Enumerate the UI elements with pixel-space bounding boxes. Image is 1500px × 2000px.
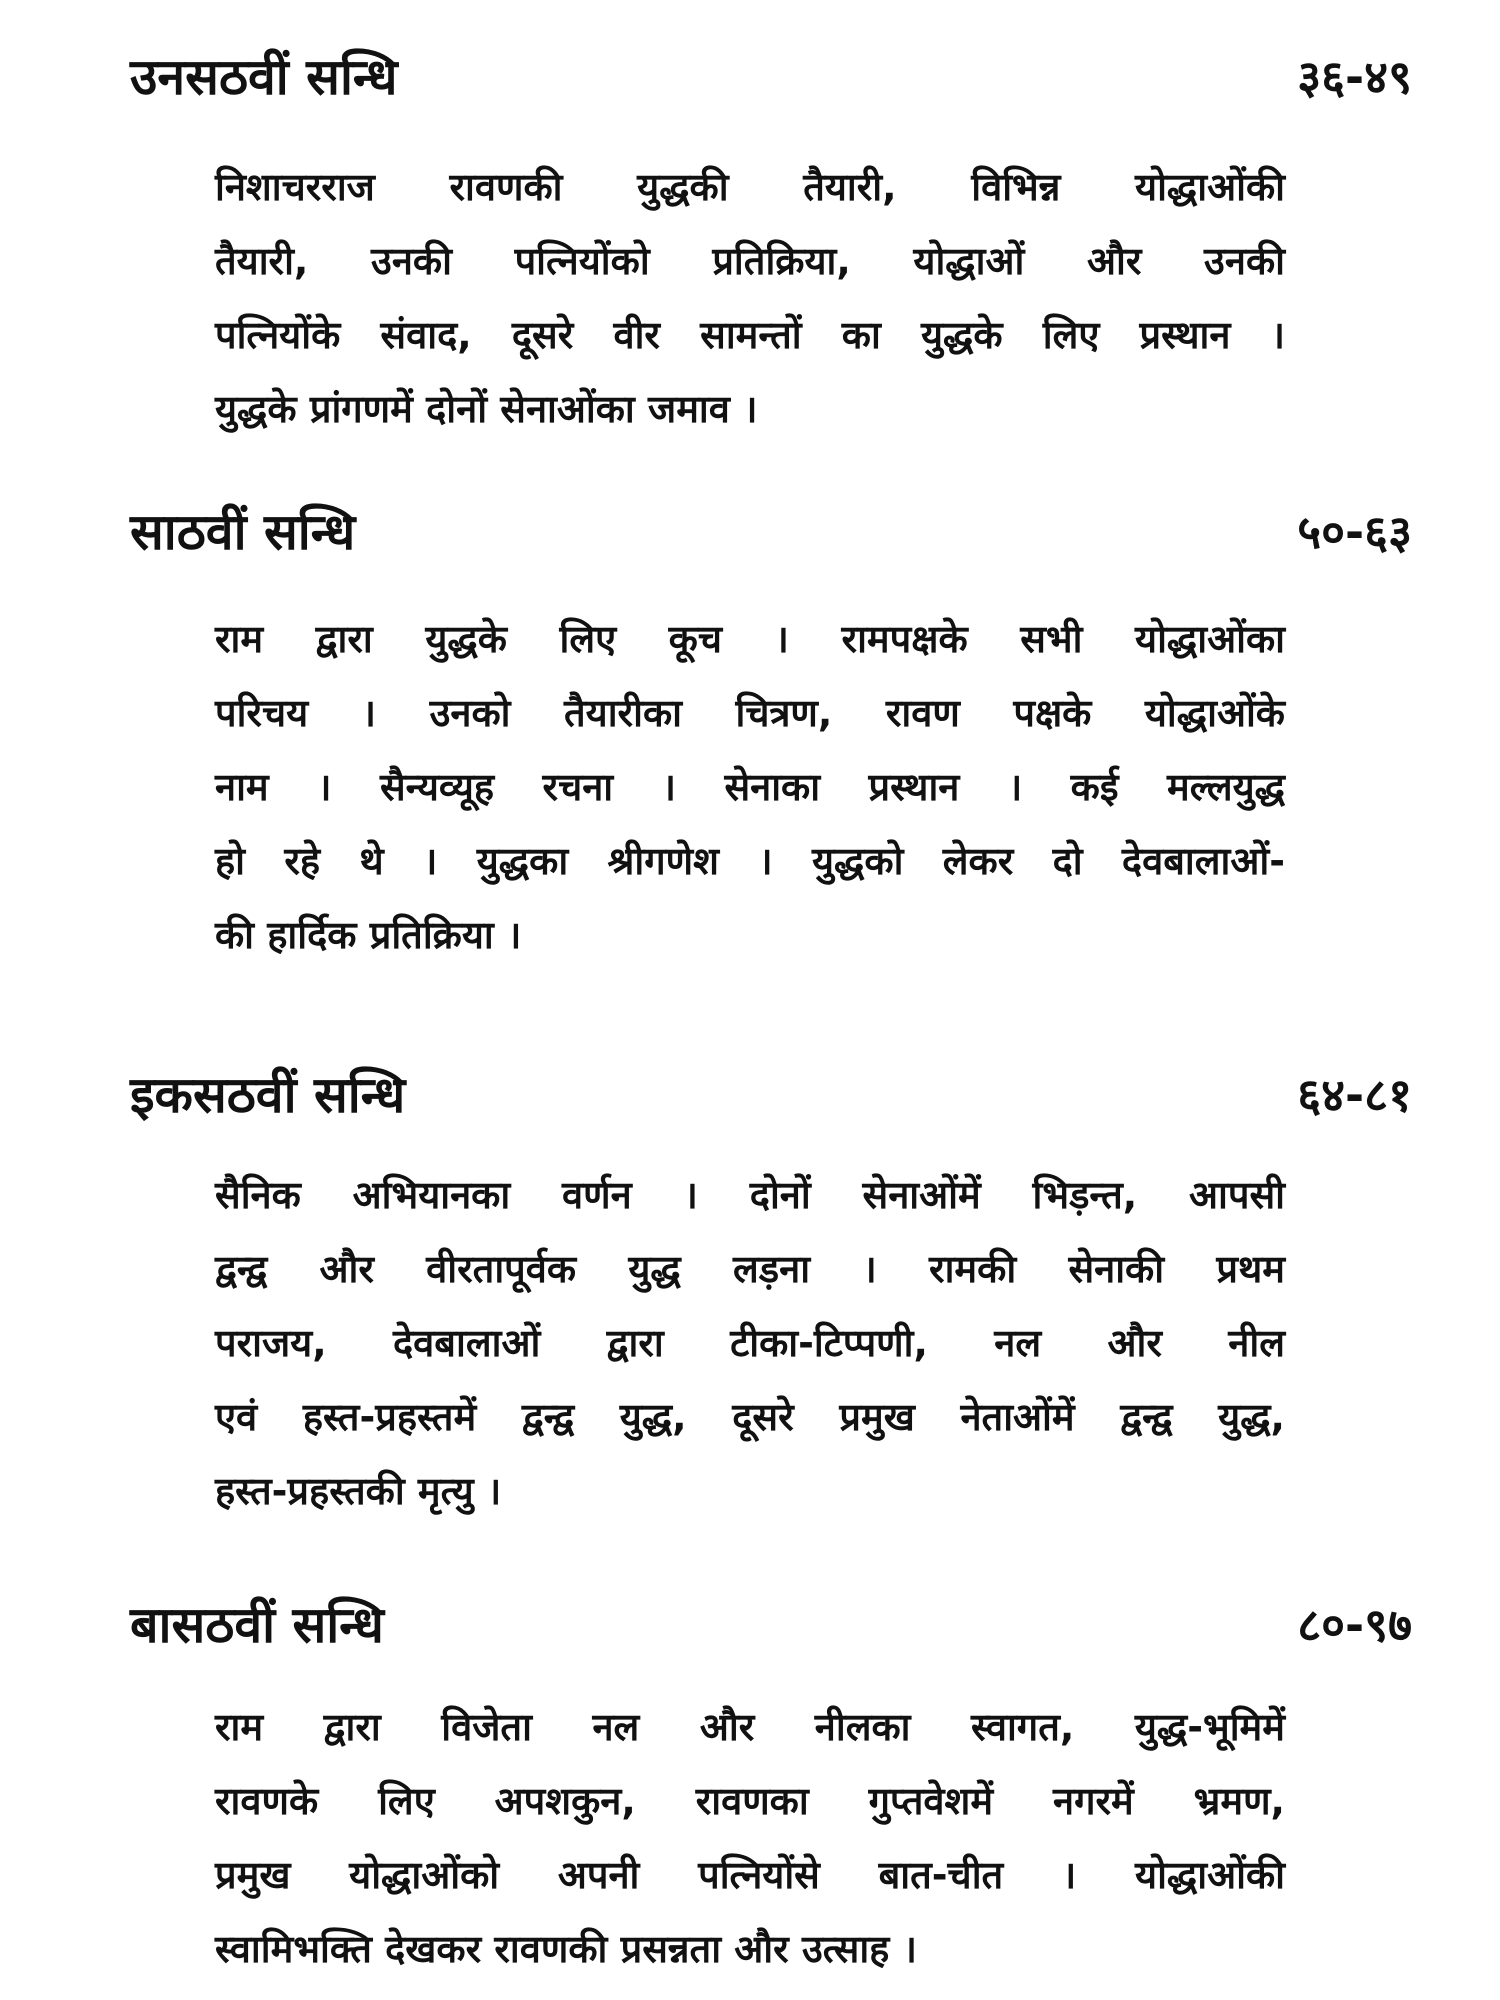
sandhi-summary bbox=[215, 150, 1285, 446]
summary-line: हस्त-प्रहस्तकी मृत्यु । bbox=[215, 1469, 502, 1513]
summary-line: पत्नियोंके संवाद, दूसरे वीर सामन्तों का युद्धके लिए प्रस्थान । bbox=[215, 313, 1285, 357]
sandhi-title: उनसठवीं सन्धि bbox=[130, 48, 398, 106]
sandhi-title: बासठवीं सन्धि bbox=[130, 1596, 384, 1654]
page-range: ८०-९७ bbox=[1297, 1598, 1412, 1652]
sandhi-summary bbox=[215, 602, 1285, 972]
summary-line: राम द्वारा विजेता नल और नीलका स्वागत, युद्ध-भूमिमें bbox=[215, 1705, 1285, 1749]
sandhi-title: इकसठवीं सन्धि bbox=[130, 1066, 406, 1124]
sandhi-summary bbox=[215, 1690, 1285, 1986]
summary-line: पराजय, देवबालाओं द्वारा टीका-टिप्पणी, नल और नील bbox=[215, 1321, 1285, 1365]
summary-line: राम द्वारा युद्धके लिए कूच । रामपक्षके सभी योद्धाओंका bbox=[215, 617, 1285, 661]
summary-line: एवं हस्त-प्रहस्तमें द्वन्द्व युद्ध, दूसरे प्रमुख नेताओंमें द्वन्द्व युद्ध, bbox=[215, 1395, 1285, 1439]
summary-line: तैयारी, उनकी पत्नियोंको प्रतिक्रिया, योद्धाओं और उनकी bbox=[215, 239, 1285, 283]
summary-line: परिचय । उनको तैयारीका चित्रण, रावण पक्षके योद्धाओंके bbox=[215, 691, 1285, 735]
summary-line: सैनिक अभियानका वर्णन । दोनों सेनाओंमें भिड़न्त, आपसी bbox=[215, 1173, 1285, 1217]
summary-line: युद्धके प्रांगणमें दोनों सेनाओंका जमाव । bbox=[215, 387, 758, 431]
summary-line: नाम । सैन्यव्यूह रचना । सेनाका प्रस्थान । कई मल्लयुद्ध bbox=[215, 765, 1285, 809]
summary-line: द्वन्द्व और वीरतापूर्वक युद्ध लड़ना । रामकी सेनाकी प्रथम bbox=[215, 1247, 1285, 1291]
summary-line: रावणके लिए अपशकुन, रावणका गुप्तवेशमें नगरमें भ्रमण, bbox=[215, 1779, 1285, 1823]
page-range: ३६-४९ bbox=[1297, 50, 1412, 104]
page-range: ५०-६३ bbox=[1297, 505, 1412, 559]
summary-line: हो रहे थे । युद्धका श्रीगणेश । युद्धको लेकर दो देवबालाओं- bbox=[215, 839, 1285, 883]
page-range: ६४-८१ bbox=[1297, 1068, 1412, 1122]
sandhi-title: साठवीं सन्धि bbox=[130, 503, 356, 561]
summary-line: निशाचरराज रावणकी युद्धकी तैयारी, विभिन्न योद्धाओंकी bbox=[215, 165, 1285, 209]
summary-line: प्रमुख योद्धाओंको अपनी पत्नियोंसे बात-चीत । योद्धाओंकी bbox=[215, 1853, 1285, 1897]
summary-line: स्वामिभक्ति देखकर रावणकी प्रसन्नता और उत्साह । bbox=[215, 1927, 917, 1971]
summary-line: की हार्दिक प्रतिक्रिया । bbox=[215, 913, 522, 957]
sandhi-summary bbox=[215, 1158, 1285, 1528]
